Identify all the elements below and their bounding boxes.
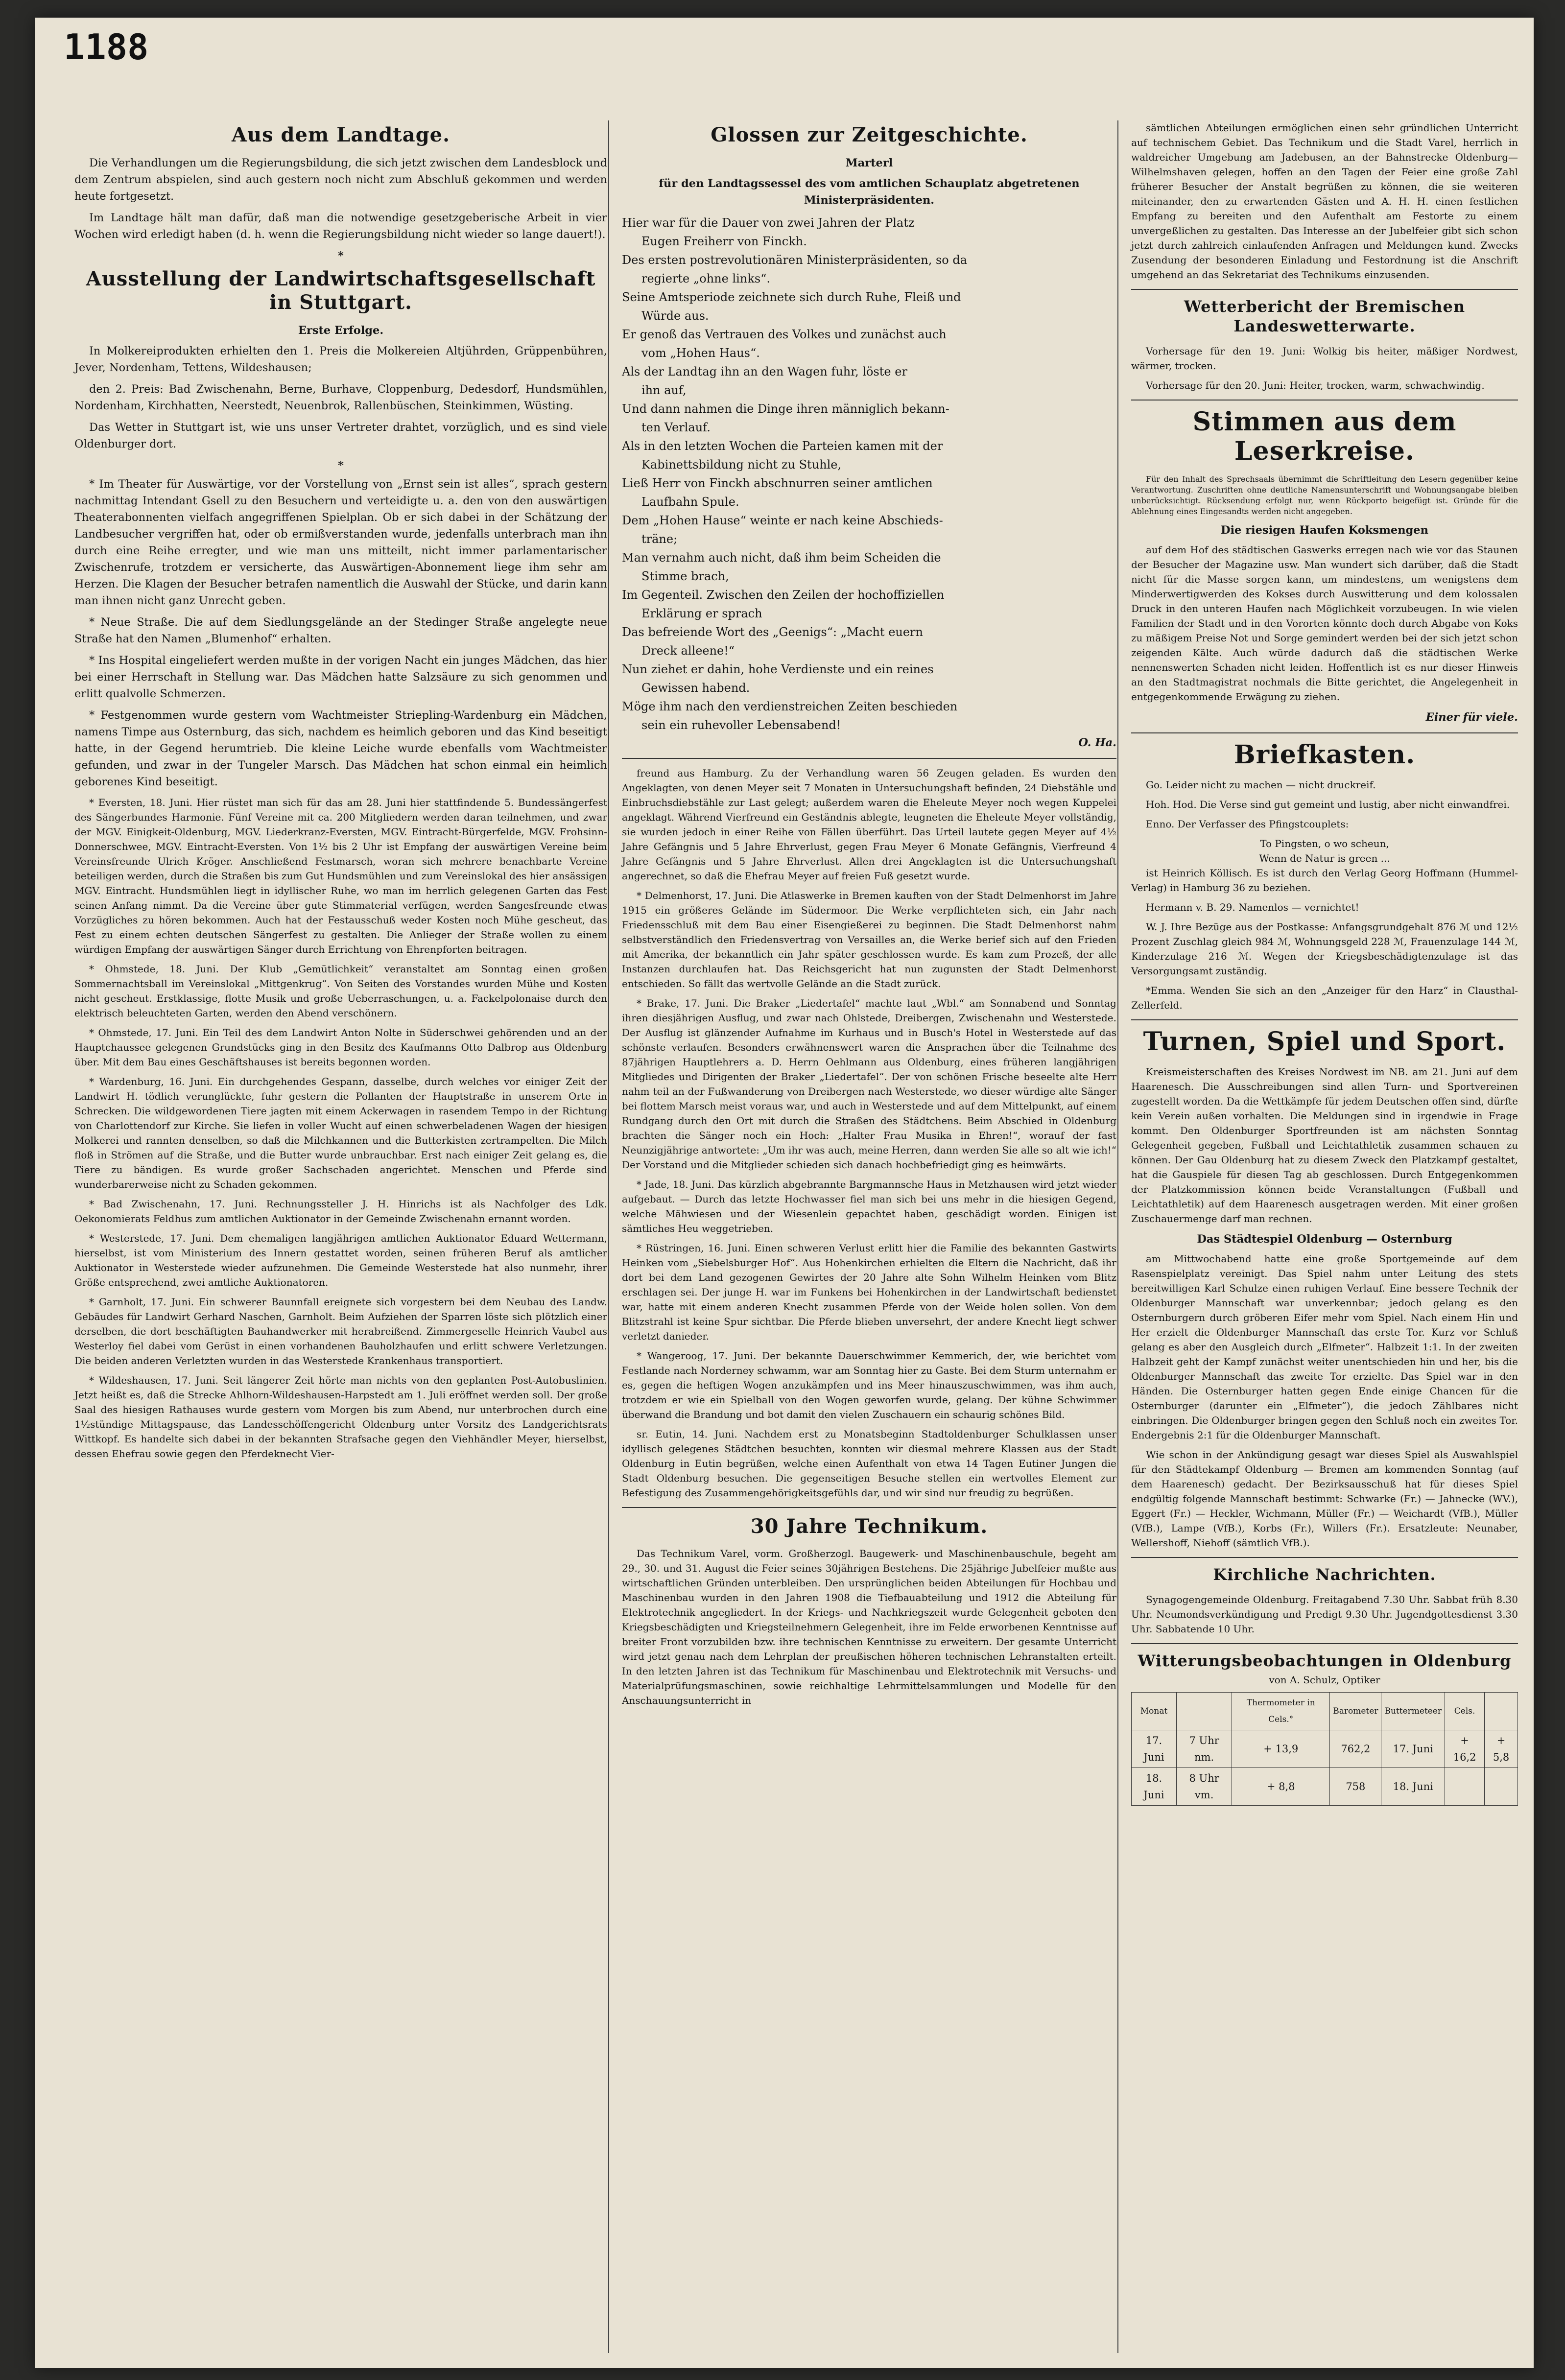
- stimmen-heading: Die riesigen Haufen Koksmengen: [1221, 524, 1428, 537]
- table-cell: [1445, 1768, 1485, 1806]
- turnen-p1: Kreismeisterschaften des Kreises Nordwest im NB. am 21. Juni auf dem Haarenesch. Die Ausschreibungen sind allen Turn- und Sportvereinen zugestellt worden. Da die Wettkämpfe für jedem Deutschen offen sind, dürfte kein Verein außen vorhalten. Die Meldungen sind in irgendwie in Frage kommt. Den Oldenburger Sportfreunden ist am nächsten Sonntag Gelegenheit gegeben, Fußball und Leichtathletik zusammen schauen zu können. Der Gau Oldenburg hat zu diesem Zweck den Platzkampf gestaltet, hat die Gauspiele für diesen Tag ab geschlossen. Durch Entgegenkommen der Platzkommission können beide Veranstaltungen (Fußball und Leichtathletik) auf dem Haarenesch ausgetragen werden. Mit einer großen Zuschauermenge darf man rechnen.: [1131, 1066, 1518, 1225]
- local-news-item: * Festgenommen wurde gestern vom Wachtmeister Striepling-Wardenburg ein Mädchen, namens Timpe aus Osternburg, das sich, nachdem es heimlich geboren und das Kind beseitigt hatte, in der Gegend herumtrieb. Die kleine Leiche wurde ebenfalls vom Wachtmeister gefunden, und zwar in der Tungeler Marsch. Das Mädchen hat schon einmal ein heimlich geborenes Kind beseitigt.: [74, 709, 607, 788]
- local-news-item: * Ohmstede, 18. Juni. Der Klub „Gemütlichkeit“ veranstaltet am Sonntag einen großen Sommernachtsball im Vereinslokal „Mittgenkrug“. Von Seiten des Vorstandes wurden Mühe und Kosten nicht gescheut. Erstklassige, flotte Musik und große Ueberraschungen, u. a. Fackelpolonaise durch den elektrisch beleuchteten Garten, werden den Abend verschönern.: [74, 963, 607, 1019]
- table-header-row: [1132, 1693, 1518, 1730]
- technikum-p2: sämtlichen Abteilungen ermöglichen einen sehr gründlichen Unterricht auf technischem Gebiet. Das Technikum und die Stadt Varel, herrlich in waldreicher Umgebung am Jadebusen, an der Bahnstrecke Oldenburg—Wilhelmshaven gelegen, hoffen an den Tagen der Feier eine große Zahl früherer Besucher der Anstalt begrüßen zu können, die sie weiteren miteinander, den zu erwartenden Gästen und A. H. H. einen festlichen Empfang zu bereiten und den Aufenthalt am Festorte zu einem unvergeßlichen zu gestalten. Das Interesse an der Jubelfeier gibt sich schon jetzt durch zahlreich einlaufenden Anfragen und Meldungen kund. Zwecks Zusendung der besonderen Einladung und Festordnung ist die Anschrift umgehend an das Sekretariat des Technikums einzusenden.: [1131, 122, 1518, 281]
- glossen-title: Glossen zur Zeitgeschichte.: [711, 123, 1028, 146]
- ausstellung-subtitle: Erste Erfolge.: [298, 324, 384, 337]
- poem-line: Laufbahn Spule.: [641, 495, 739, 509]
- poem-line: Möge ihm nach den verdienstreichen Zeiten beschieden: [622, 700, 958, 713]
- poem-line: ihn auf,: [641, 383, 687, 397]
- ausstellung-title: Ausstellung der Landwirtschaftsgesellschaft in Stuttgart.: [86, 267, 596, 314]
- poem-line: Und dann nahmen die Dinge ihren männiglich bekann-: [622, 402, 949, 416]
- weather-table: [1131, 1692, 1518, 1806]
- ausstellung-p3: Das Wetter in Stuttgart ist, wie uns unser Vertreter drahtet, vorzüglich, und es sind viele Oldenburger dort.: [74, 421, 607, 450]
- table-cell: 17. Juni: [1132, 1730, 1177, 1768]
- poem-line: Seine Amtsperiode zeichnete sich durch Ruhe, Fleiß und: [622, 290, 961, 304]
- poem-line: Man vernahm auch nicht, daß ihm beim Scheiden die: [622, 551, 941, 565]
- news-item: sr. Eutin, 14. Juni. Nachdem erst zu Monatsbeginn Stadtoldenburger Schulklassen unser idyllisch gelegenes Städtchen besuchten, konnten wir diesmal mehrere Klassen aus der Stadt Oldenburg in Eutin begrüßen, welche einen Aufenthalt von etwa 14 Tagen Eutiner Jungen die Stadt Oldenburg besuchen. Die gegenseitigen Besuche stellen ein wertvolles Element zur Befestigung des Zusammengehörigkeitsgefühls dar, und wir sind nur freudig zu begrüßen.: [622, 1428, 1116, 1499]
- poem-line: Nun ziehet er dahin, hohe Verdienste und ein reines: [622, 662, 934, 676]
- divider: [1131, 1643, 1518, 1644]
- column-3: [1117, 120, 1518, 2353]
- wetter-p1: Vorhersage für den 19. Juni: Wolkig bis heiter, mäßiger Nordwest, wärmer, trocken.: [1131, 345, 1518, 372]
- table-cell: + 5,8: [1485, 1730, 1518, 1768]
- briefkasten-verse: Wenn de Natur is green ...: [1259, 852, 1390, 864]
- poem-line: Eugen Freiherr von Finckh.: [641, 235, 807, 248]
- poem-line: Hier war für die Dauer von zwei Jahren der Platz: [622, 216, 915, 230]
- table-cell: [1485, 1768, 1518, 1806]
- local-news-item: * Im Theater für Auswärtige, vor der Vorstellung von „Ernst sein ist alles“, sprach gestern nachmittag Intendant Gsell zu den Besuchern und verteidigte u. a. den von den auswärtigen Theaterabonnenten vielfach angegriffenen Spielplan. Ob er sich dabei in der Schätzung der Landbesucher vergriffen hat, oder ob ermißverstanden wurde, jedenfalls unterbrach man ihn durch eine Reihe erregter, und wie man uns mitteilt, nicht immer parlamentarischer Zwischenrufe, trotzdem er versicherte, das Auswärtigen-Abonnement liege ihm sehr am Herzen. Die Klagen der Besucher betrafen namentlich die Auswahl der Stücke, und darin kann man ihnen nicht ganz Unrecht geben.: [74, 478, 607, 607]
- kirche-title: Kirchliche Nachrichten.: [1213, 1565, 1436, 1584]
- page-number: 1188: [64, 26, 149, 68]
- table-row: [1132, 1730, 1518, 1768]
- poem-line: sein ein ruhevoller Lebensabend!: [641, 718, 841, 732]
- poem-line: vom „Hohen Haus“.: [641, 346, 760, 360]
- stimmen-disclaimer: Für den Inhalt des Sprechsaals übernimmt die Schriftleitung den Lesern gegenüber keine Verantwortung. Zuschriften ohne deutliche Namensunterschrift und Wohnungsangabe bleiben unberücksichtigt. Rücksendung erfolgt nur, wenn Rückporto beigefügt ist. Gründe für die Ablehnung eines Eingesandts werden nicht angegeben.: [1131, 474, 1518, 516]
- poem-line: träne;: [641, 532, 678, 546]
- ausstellung-p2: den 2. Preis: Bad Zwischenahn, Berne, Burhave, Cloppenburg, Dedesdorf, Hundsmühlen, Nordenham, Kirchhatten, Neerstedt, Neuenbrok, Rallenbüschen, Steinkimmen, Wüsting.: [74, 383, 607, 412]
- poem-line: Des ersten postrevolutionären Ministerpräsidenten, so da: [622, 253, 968, 267]
- stimmen-p1: auf dem Hof des städtischen Gaswerks erregen nach wie vor das Staunen der Besucher der Magazine usw. Man wundert sich darüber, daß die Stadt nicht für die Masse sorgen kann, um mindestens, um wenigstens dem Minderwertigwerden des Kokses durch Auswitterung und dem kolossalen Druck in den unteren Haufen nach Möglichkeit vorzubeugen. In wie vielen Familien der Stadt und in den Vororten könnte doch durch Abgabe von Koks zu mäßigem Preise Not und Sorge gemindert werden bei der sich jetzt schon zeigenden Kälte. Auch würde dadurch daß die städtischen Werke nennenswerten Schaden nicht leiden. Hoffentlich ist es nur dieser Hinweis an den Stadtmagistrat nochmals die Bitte gerichtet, die Angelegenheit in entgegenkommende Erwägung zu ziehen.: [1131, 544, 1518, 703]
- technikum-title: 30 Jahre Technikum.: [750, 1515, 988, 1538]
- local-news-item: * Wardenburg, 16. Juni. Ein durchgehendes Gespann, dasselbe, durch welches vor einiger Zeit der Landwirt H. tödlich verunglückte, fuhr gestern die Pollanten der Hauptstraße in unserem Orte in Schrecken. Die wildgewordenen Tiere jagten mit einem Ackerwagen in rasendem Tempo in der Richtung von Charlottendorf zur Kirche. Sie liefen in voller Wucht auf einen schwerbeladenen Wagen der hiesigen Molkerei und rannten denselben, so daß die Milchkannen und die Butterkisten zertrampelten. Die Milch floß in Strömen auf die Straße, und die Butter wurde unbrauchbar. Erst nach einiger Zeit gelang es, die Tiere zu bändigen. Es wurde großer Sachschaden angerichtet. Menschen und Pferde sind wunderbarerweise nicht zu Schaden gekommen.: [74, 1076, 607, 1190]
- local-news-item: * Neue Straße. Die auf dem Siedlungsgelände an der Stedinger Straße angelegte neue Straße hat den Namen „Blumenhof“ erhalten.: [74, 616, 607, 645]
- separator-star: *: [338, 250, 344, 262]
- news-item: * Jade, 18. Juni. Das kürzlich abgebrannte Bargmannsche Haus in Metzhausen wird jetzt wieder aufgebaut. — Durch das letzte Hochwasser fiel man sich bei uns mehr in die hiesigen Gegend, welche Mähwiesen und der Wiesenlein gepachtet haben, geschädigt worden. Einigen ist sämtliches Heu weggetrieben.: [622, 1178, 1116, 1234]
- stimmen-signature: Einer für viele.: [1425, 711, 1518, 724]
- column-2: [608, 120, 1116, 2353]
- table-header: Monat: [1132, 1693, 1177, 1730]
- landtag-p1: Die Verhandlungen um die Regierungsbildung, die sich jetzt zwischen dem Landesblock und dem Zentrum abspielen, sind auch gestern noch nicht zum Abschluß gekommen und werden heute fortgesetzt.: [74, 157, 607, 203]
- poem-line: regierte „ohne links“.: [641, 272, 771, 285]
- divider: [622, 758, 1116, 759]
- separator-star: *: [338, 459, 344, 472]
- divider: [1131, 400, 1518, 401]
- poem-line: Dem „Hohen Hause“ weinte er nach keine Abschieds-: [622, 514, 943, 527]
- briefkasten-title: Briefkasten.: [1233, 740, 1416, 770]
- table-cell: 18. Juni: [1381, 1768, 1445, 1806]
- glossen-poem: [622, 213, 1116, 734]
- news-item: * Rüstringen, 16. Juni. Einen schweren Verlust erlitt hier die Familie des bekannten Gastwirts Heinken vom „Siebelsburger Hof“. Aus Hohenkirchen erhielten die Eltern die Nachricht, daß ihr dort bei dem Land gezogenen Gewirtes der 20 Jahre alte Sohn Wilhelm Heinken vom Blitz erschlagen sei. Der junge H. war im Funkens bei Hohenkirchen in der Landwirtschaft bedienstet war, hatte mit einem anderen Knecht zusammen Pferde von der Weide holen sollen. Von dem Blitzstrahl ist keine Spur sichtbar. Die Pferde blieben unversehrt, der andere Knecht liegt schwer verletzt danieder.: [622, 1242, 1116, 1342]
- stimmen-title: Stimmen aus dem Leserkreise.: [1192, 407, 1457, 466]
- briefkasten-item: Hoh. Hod. Die Verse sind gut gemeint und lustig, aber nicht einwandfrei.: [1146, 799, 1510, 810]
- glossen-signature: O. Ha.: [1078, 736, 1116, 749]
- table-cell: 762,2: [1330, 1730, 1381, 1768]
- news-item: * Delmenhorst, 17. Juni. Die Atlaswerke in Bremen kauften von der Stadt Delmenhorst im Jahre 1915 ein größeres Gelände im Südermoor. Die Werke verpflichteten sich, ein Jahr nach Friedensschluß mit dem Bau einer Eisengießerei zu beginnen. Die Stadt Delmenhorst nahm selbstverständlich den Friedensvertrag von Versailles an, die Werke berief sich auf den Frieden mit Amerika, der bekanntlich ein Jahr später geschlossen wurde. Es kam zum Prozeß, der alle Instanzen durchlaufen hat. Das Reichsgericht hat nun zugunsten der Stadt Delmenhorst entschieden. So fällt das wertvolle Gelände an die Stadt zurück.: [622, 890, 1116, 990]
- table-cell: + 13,9: [1232, 1730, 1330, 1768]
- local-news-item: * Bad Zwischenahn, 17. Juni. Rechnungssteller J. H. Hinrichs ist als Nachfolger des Ldk. Oekonomierats Feldhus zum amtlichen Auktionator in der Gemeinde Zwischenahn ernannt worden.: [74, 1198, 607, 1225]
- ausstellung-p1: In Molkereiprodukten erhielten den 1. Preis die Molkereien Altjührden, Grüppenbühren, Jever, Nordenham, Tettens, Wildeshausen;: [74, 345, 607, 374]
- divider: [1131, 1557, 1518, 1558]
- kirche-p1: Synagogengemeinde Oldenburg. Freitagabend 7.30 Uhr. Sabbat früh 8.30 Uhr. Neumondsverkündigung und Predigt 9.30 Uhr. Jugendgottesdienst 3.30 Uhr. Sabbatende 10 Uhr.: [1131, 1594, 1518, 1635]
- briefkasten-item: Enno. Der Verfasser des Pfingstcouplets:: [1146, 818, 1349, 830]
- poem-line: Im Gegenteil. Zwischen den Zeilen der hochoffiziellen: [622, 588, 945, 602]
- table-header: Thermometer in Cels.°: [1232, 1693, 1330, 1730]
- wetter-p2: Vorhersage für den 20. Juni: Heiter, trocken, warm, schwachwindig.: [1146, 379, 1485, 391]
- poem-line: Stimme brach,: [641, 569, 729, 583]
- poem-line: Würde aus.: [641, 309, 709, 323]
- newspaper-page: [35, 18, 1534, 2368]
- landtag-title: Aus dem Landtage.: [231, 123, 451, 146]
- local-news-item: * Wildeshausen, 17. Juni. Seit längerer Zeit hörte man nichts von den geplanten Post-Autobuslinien. Jetzt heißt es, daß die Strecke Ahlhorn-Wildeshausen-Harpstedt am 1. Juli eröffnet werden soll. Der große Saal des hiesigen Rathauses wurde gestern vom Morgen bis zum Abend, nur unterbrochen durch eine 1½stündige Mittagspause, das Landesschöffengericht Oldenburg unter Vorsitz des Landgerichtsrats Wittkopf. Es handelte sich dabei in der bekannten Strafsache gegen den Viehhändler Meyer, hierselbst, dessen Ehefrau sowie gegen den Pferdeknecht Vier-: [74, 1374, 607, 1460]
- table-header: [1485, 1693, 1518, 1730]
- poem-line: Er genoß das Vertrauen des Volkes und zunächst auch: [622, 328, 947, 341]
- table-cell: 18. Juni: [1132, 1768, 1177, 1806]
- briefkasten-item: Hermann v. B. 29. Namenlos — vernichtet!: [1146, 901, 1359, 913]
- poem-line: Kabinettsbildung nicht zu Stuhle,: [641, 458, 842, 471]
- local-news-item: * Ins Hospital eingeliefert werden mußte in der vorigen Nacht ein junges Mädchen, das hier bei einer Herrschaft in Stellung war. Das Mädchen hatte Salzsäure zu sich genommen und erlitt qualvolle Schmerzen.: [74, 654, 607, 700]
- divider: [1131, 1019, 1518, 1020]
- poem-line: Als der Landtag ihn an den Wagen fuhr, löste er: [622, 365, 907, 378]
- divider: [1131, 732, 1518, 733]
- briefkasten-item: Go. Leider nicht zu machen — nicht druckreif.: [1146, 779, 1376, 791]
- turnen-p3: Wie schon in der Ankündigung gesagt war dieses Spiel als Auswahlspiel für den Städtekampf Oldenburg — Bremen am kommenden Sonntag (auf dem Haarenesch) gedacht. Der Bezirksausschuß hat für dieses Spiel endgültig folgende Mannschaft bestimmt: Schwarke (Fr.) — Jahnecke (WV.), Eggert (Fr.) — Heckler, Wichmann, Müller (Fr.) — Weichardt (VfB.), Müller (VfB.), Lampe (VfB.), Korbs (Fr.), Willers (Fr.). Ersatzleute: Neunaber, Wellershoff, Niehoff (sämtlich VfB.).: [1131, 1449, 1518, 1549]
- table-header: Cels.: [1445, 1693, 1485, 1730]
- poem-line: Das befreiende Wort des „Geenigs“: „Macht euern: [622, 625, 923, 639]
- table-cell: + 8,8: [1232, 1768, 1330, 1806]
- technikum-p1: Das Technikum Varel, vorm. Großherzogl. Baugewerk- und Maschinenbauschule, begeht am 29., 30. und 31. August die Feier seines 30jährigen Bestehens. Die 25jährige Jubelfeier mußte aus wirtschaftlichen Gründen unterbleiben. Den ursprünglichen beiden Abteilungen für Hochbau und Maschinenbau wurden in den Jahren 1908 die Tiefbauabteilung und 1912 die Abteilung für Elektrotechnik angegliedert. In der Kriegs- und Nachkriegszeit wurde Gelegenheit geboten den Kriegsbeschädigten und Kriegsteilnehmern Gelegenheit, ihre im Felde erworbenen Kenntnisse auf breiter Front vorzubilden bzw. ihre technischen Kenntnisse zu erweitern. Der gesamte Unterricht wird jetzt genau nach dem Lehrplan der preußischen höheren technischen Lehranstalten erteilt. In den letzten Jahren ist das Technikum für Maschinenbau und Elektrotechnik mit Versuchs- und Materialprüfungsmaschinen, sowie reichhaltige Lehrmittelsammlungen und Modelle für den Anschauungsunterricht in: [622, 1548, 1116, 1706]
- briefkasten-verse: To Pingsten, o wo scheun,: [1260, 838, 1389, 849]
- table-cell: 758: [1330, 1768, 1381, 1806]
- news-item: * Wangeroog, 17. Juni. Der bekannte Dauerschwimmer Kemmerich, der, wie berichtet vom Festlande nach Norderney schwamm, war am Sonntag hier zu Gaste. Bei dem Sturm unternahm er es, gegen die heftigen Wogen anzukämpfen und ins Meer hinauszuschwimmen, was ihm auch, trotzdem er wie ein Spielball von den Wogen geworfen wurde, gelang. Der kühne Schwimmer überwand die Brandung und bot damit den vielen Zuschauern ein schaurig schönes Bild.: [622, 1350, 1116, 1420]
- news-item: freund aus Hamburg. Zu der Verhandlung waren 56 Zeugen geladen. Es wurden den Angeklagten, von denen Meyer seit 7 Monaten in Untersuchungshaft befinden, 24 Diebstähle und Einbruchsdiebstähle zur Last gelegt; außerdem waren die Eheleute Meyer noch wegen Kuppelei angeklagt. Während Vierfreund ein Geständnis ablegte, leugneten die Eheleute Meyer vollständig, sie wurden jedoch in einer Reihe von Fällen überführt. Das Urteil lautete gegen Meyer auf 4½ Jahre Gefängnis und 5 Jahre Ehrverlust, gegen Frau Meyer 6 Monate Gefängnis, Vierfreund 4 Jahre Gefängnis und 5 Jahre Ehrverlust. Allen drei Angeklagten ist die Untersuchungshaft angerechnet, so daß die Ehefrau Meyer auf freien Fuß gesetzt wurde.: [622, 767, 1116, 882]
- turnen-title: Turnen, Spiel und Sport.: [1143, 1027, 1506, 1057]
- poem-line: Erklärung er sprach: [641, 607, 762, 620]
- divider: [1131, 289, 1518, 290]
- poem-line: Gewissen habend.: [641, 681, 750, 695]
- wetter-title: Wetterbericht der Bremischen Landeswetterwarte.: [1184, 297, 1466, 335]
- column-1: [74, 120, 607, 2353]
- poem-line: Dreck alleene!“: [641, 644, 735, 658]
- news-item: * Brake, 17. Juni. Die Braker „Liedertafel“ machte laut „Wbl.“ am Sonnabend und Sonntag ihren diesjährigen Ausflug, und zwar nach Ohlstede, Dreibergen, Zwischenahn und Westerstede. Der Ausflug ist glänzender Aufnahme im Kurhaus und in Busch's Hotel in Westerstede auf das schönste verlaufen. Besonders erwähnenswert waren die Ansprachen über die Teilnahme des 87jährigen Hauptlehrers a. D. Herrn Oehlmann aus Oldenburg, eines früheren langjährigen Mitgliedes und Dirigenten der Braker „Liedertafel“. Der von schönen Frische beseelte alte Herr nahm teil an der Fußwanderung von Dreibergen nach Westerstede, wo dieser würdige alte Sänger bei flottem Marsch meist voraus war, und auch in Westerstede und auf dem Mittelpunkt, auf einem Rundgang durch den Ort mit durch die Straßen des Städtchens. Beim Abschied in Oldenburg brachten die Sänger noch ein Hoch: „Halter Frau Musika in Ehren!“, worauf der fast Neunzigjährige antwortete: „Um ihr was auch, meine Herren, dann werden Sie alle so alt wie ich!“ Der Vorstand und die Mitglieder schieden sich danach hochbefriedigt ging es heimwärts.: [622, 997, 1116, 1171]
- table-row: [1132, 1768, 1518, 1806]
- table-header: [1177, 1693, 1232, 1730]
- local-news-item: * Garnholt, 17. Juni. Ein schwerer Baunnfall ereignete sich vorgestern bei dem Neubau des Landw. Gebäudes für Landwirt Gerhard Naschen, Garnholt. Beim Aufziehen der Sparren löste sich plötzlich einer derselben, die dort beschäftigten Bauhandwerker mit herabreißend. Zimmergeselle Heinrich Vaubel aus Westerloy fiel dabei vom Gerüst in einen vorhandenen Bauholzhaufen und erlitt schwere Verletzungen. Die beiden anderen Verletzten wurden in das Westerstede Krankenhaus transportiert.: [74, 1296, 607, 1367]
- briefkasten-item: *Emma. Wenden Sie sich an den „Anzeiger für den Harz“ in Clausthal-Zellerfeld.: [1131, 985, 1518, 1011]
- turnen-p2: am Mittwochabend hatte eine große Sportgemeinde auf dem Rasenspielplatz vereinigt. Das Spiel nahm unter Leitung des stets bereitwilligen Karl Schulze einen ruhigen Verlauf. Eine bessere Technik der Oldenburger Mannschaft war unverkennbar; jedoch gelang es den Osternburgern durch gröberen Eifer mehr vom Spiel. Nach einem Hin und Her erzielt die Oldenburger Mannschaft das erste Tor. Kurz vor Schluß gelang es aber den Ausgleich durch „Elfmeter“. Halbzeit 1:1. In der zweiten Halbzeit geht der Kampf zunächst weiter unentschieden hin und her, bis die Oldenburger Mannschaft das zweite Tor erzielte. Das Spiel war in den Händen. Die Osternburger hatten gegen Ende einige Chancen für die Osternburger (darunter ein „Elfmeter“), die jedoch Zählbares nicht einbringen. Die Oldenburger bringen gegen den Schluß noch ein zweites Tor. Endergebnis 2:1 für die Oldenburger Mannschaft.: [1131, 1253, 1518, 1441]
- table-cell: + 16,2: [1445, 1730, 1485, 1768]
- briefkasten-item: W. J. Ihre Bezüge aus der Postkasse: Anfangsgrundgehalt 876 ℳ und 12½ Prozent Zuschlag gleich 984 ℳ, Wohnungsgeld 228 ℳ, Frauenzulage 144 ℳ, Kinderzulage 216 ℳ. Wegen der Kriegsbeschädigtenzulage ist das Versorgungsamt zuständig.: [1131, 921, 1518, 977]
- poem-line: Als in den letzten Wochen die Parteien kamen mit der: [622, 439, 943, 453]
- poem-line: ten Verlauf.: [641, 421, 711, 434]
- briefkasten-item: ist Heinrich Köllisch. Es ist durch den Verlag Georg Hoffmann (Hummel-Verlag) in Hamburg 36 zu beziehen.: [1131, 867, 1518, 894]
- local-news-item: * Eversten, 18. Juni. Hier rüstet man sich für das am 28. Juni hier stattfindende 5. Bundessängerfest des Sängerbundes Harmonie. Fünf Vereine mit ca. 200 Mitgliedern werden daran teilnehmen, und zwar der MGV. Einigkeit-Oldenburg, MGV. Liederkranz-Eversten, MGV. Eintracht-Bürgerfelde, MGV. Frohsinn-Donnerschwee, MGV. Eintracht-Eversten. Von 1½ bis 2 Uhr ist Empfang der auswärtigen Vereine beim Vereinsfreunde Ulrich Kröger. Anschließend Festmarsch, woran sich mehrere benachbarte Vereine beteiligen werden, durch die Straßen bis zum Gut Hundsmühlen und zum Vereinslokal des hier ansässigen MGV. Eintracht. Hundsmühlen liegt in idyllischer Ruhe, wo man im herrlich gelegenen Garten das Fest seinen Anfang nimmt. Da die Vereine über gute Stimmaterial verfügen, werden Sangesfreunde etwas Vorzügliches zu hören bekommen. Auch hat der Festausschuß weder Kosten noch Mühe gescheut, das Fest zu einem echten deutschen Sängerfest zu gestalten. Die Anlieger der Straße wollen zu einem würdigen Empfang der auswärtigen Sänger durch Errichtung von Ehrenpforten beitragen.: [74, 797, 607, 955]
- witterung-by: von A. Schulz, Optiker: [1269, 1674, 1380, 1686]
- witterung-title: Witterungsbeobachtungen in Oldenburg: [1138, 1651, 1512, 1670]
- divider: [622, 1507, 1116, 1508]
- table-cell: 17. Juni: [1381, 1730, 1445, 1768]
- table-cell: 7 Uhr nm.: [1177, 1730, 1232, 1768]
- landtag-p2: Im Landtage hält man dafür, daß man die notwendige gesetzgeberische Arbeit in vier Wochen wird erledigt haben (d. h. wenn die Regierungsbildung nicht wieder so lange dauert!).: [74, 212, 607, 241]
- table-cell: 8 Uhr vm.: [1177, 1768, 1232, 1806]
- local-news-item: * Ohmstede, 17. Juni. Ein Teil des dem Landwirt Anton Nolte in Süderschwei gehörenden und an der Hauptchaussee gelegenen Grundstücks ging in den Besitz des Kaufmanns Otto Dalbrop aus Oldenburg über. Mit dem Bau eines Geschäftshauses ist bereits begonnen worden.: [74, 1027, 607, 1068]
- local-news-item: * Westerstede, 17. Juni. Dem ehemaligen langjährigen amtlichen Auktionator Eduard Wettermann, hierselbst, ist vom Ministerium des Innern gestattet worden, seinen früheren Beruf als amtlicher Auktionator in Westerstede wieder aufzunehmen. Die Gemeinde Westerstede hat also nunmehr, ihrer Größe entsprechend, zwei amtliche Auktionatoren.: [74, 1232, 607, 1288]
- poem-line: Ließ Herr von Finckh abschnurren seiner amtlichen: [622, 476, 933, 490]
- glossen-intro: für den Landtagssessel des vom amtlichen Schauplatz abgetretenen Ministerpräsidenten.: [659, 177, 1080, 207]
- table-header: Barometer: [1330, 1693, 1381, 1730]
- glossen-subtitle: Marterl: [845, 157, 893, 169]
- turnen-heading: Das Städtespiel Oldenburg — Osternburg: [1197, 1233, 1452, 1246]
- table-header: Buttermeteer: [1381, 1693, 1445, 1730]
